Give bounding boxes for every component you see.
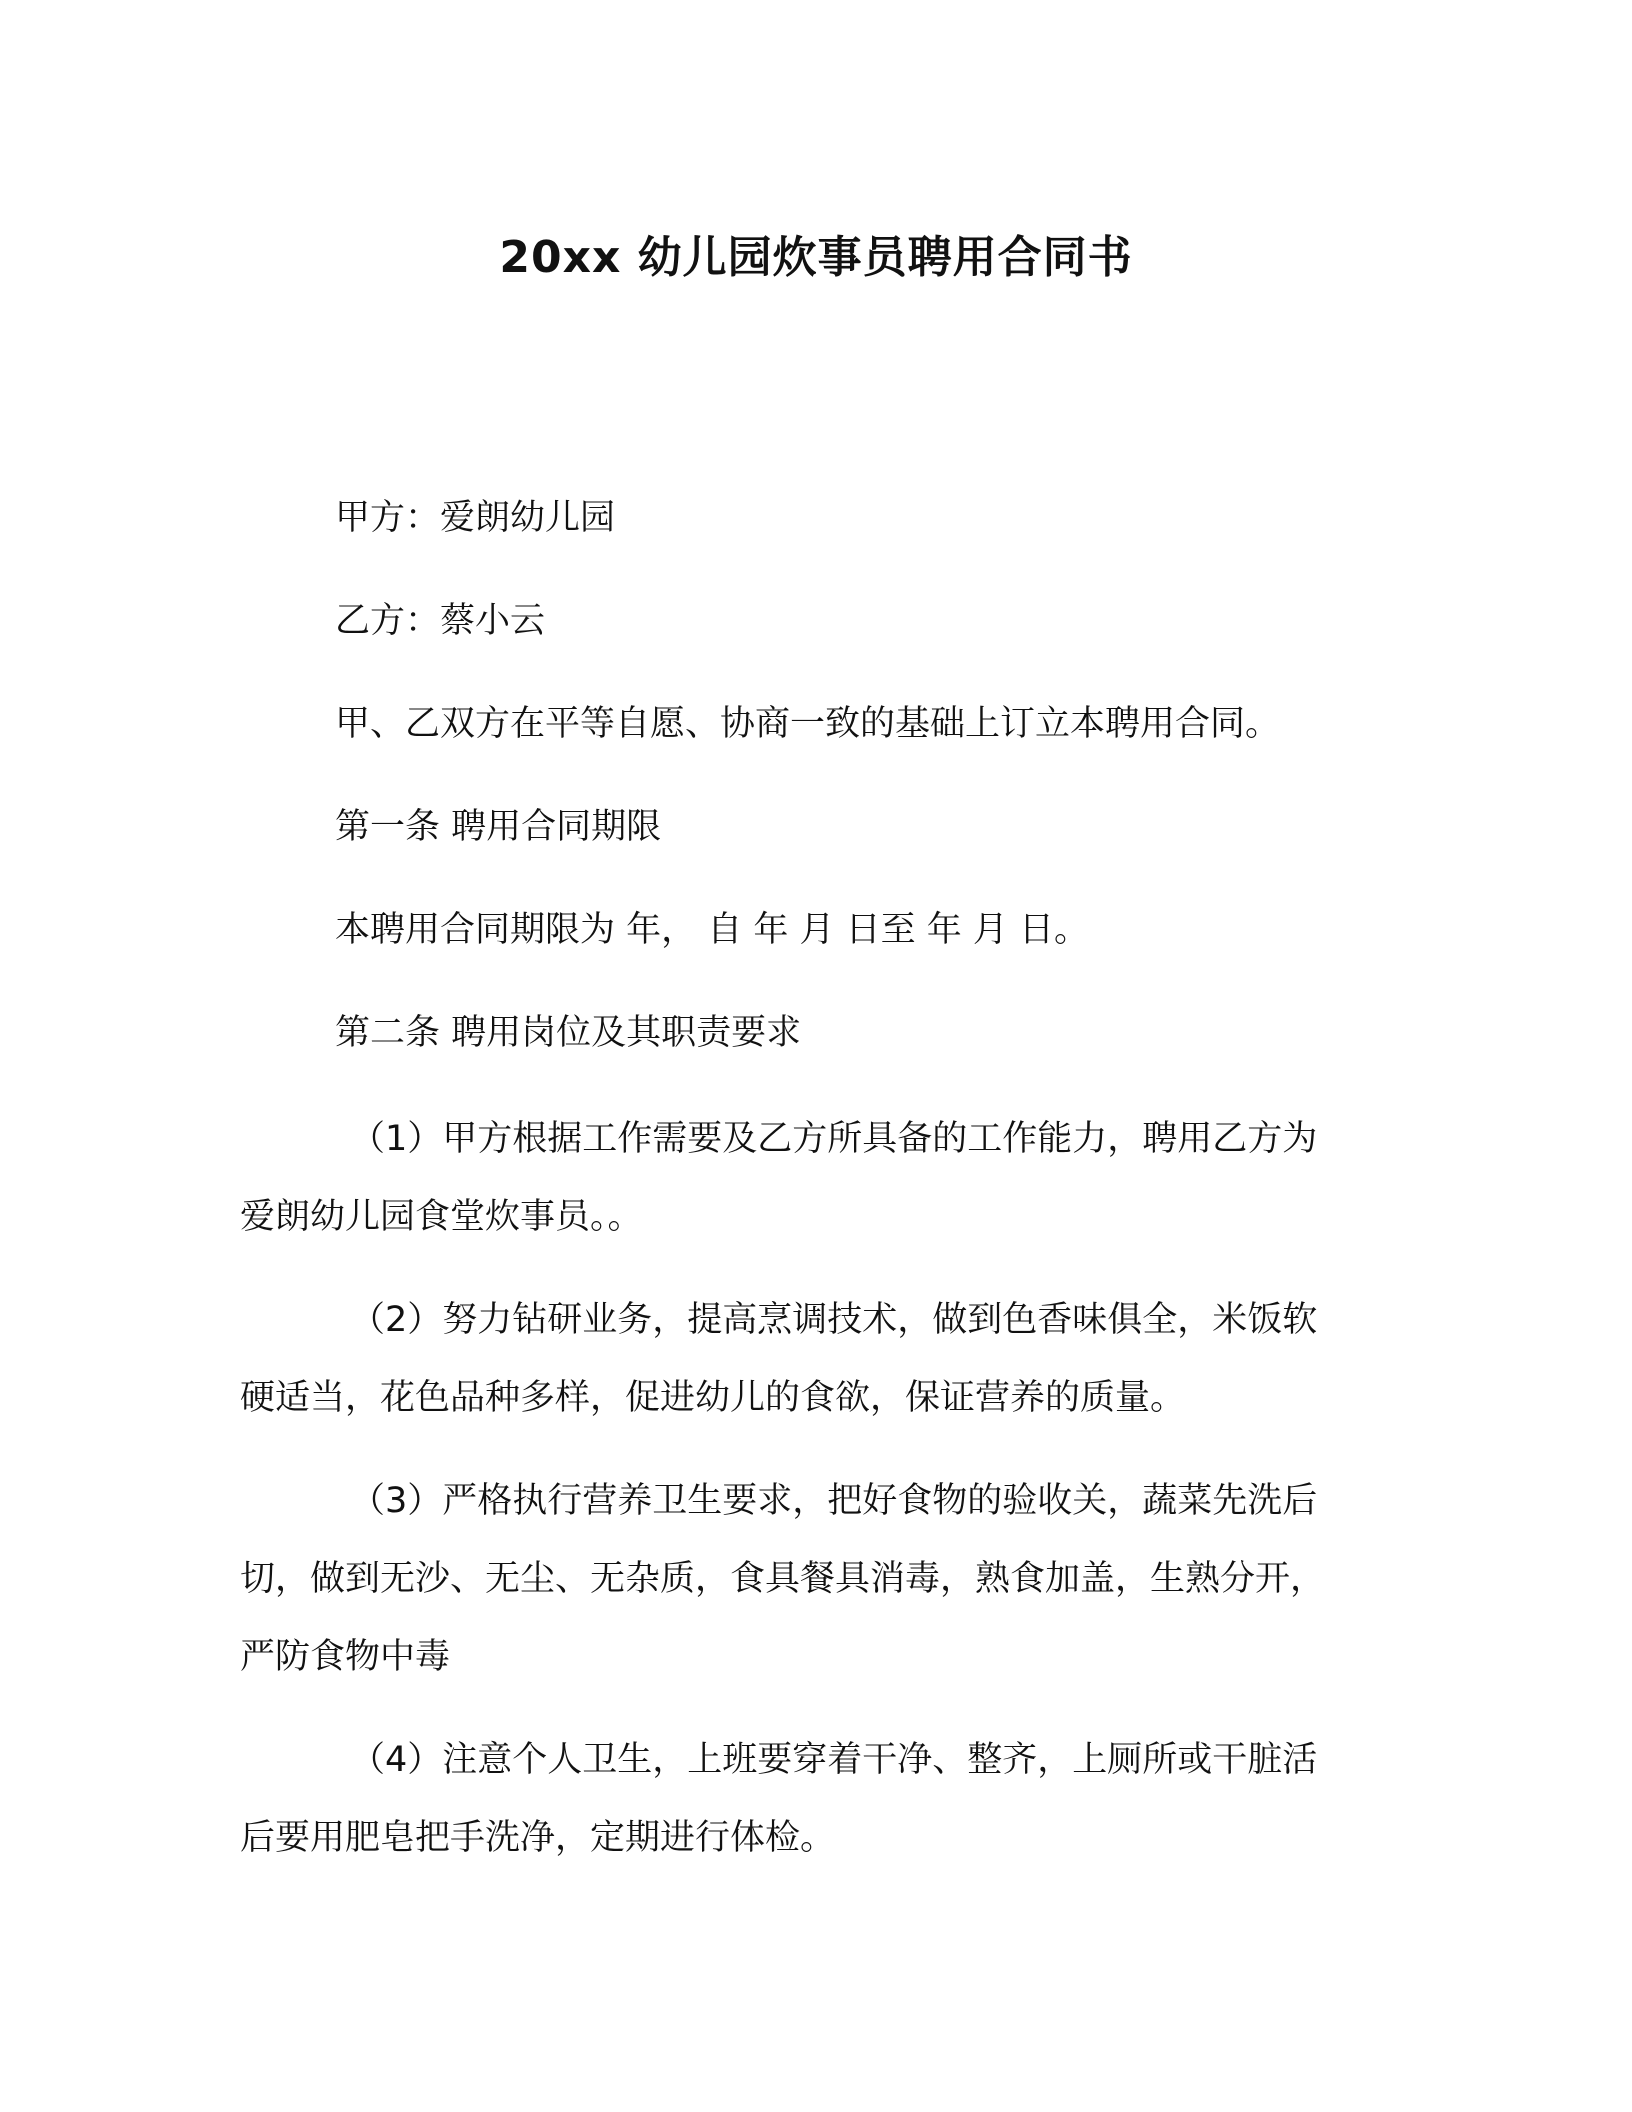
article-2-item-1-line-1: （1）甲方根据工作需要及乙方所具备的工作能力，聘用乙方为 [350, 1119, 1318, 1159]
article-2-item-3-line-2: 切，做到无沙、无尘、无杂质，食具餐具消毒，熟食加盖，生熟分开， [240, 1559, 1326, 1599]
preamble: 甲、乙双方在平等自愿、协商一致的基础上订立本聘用合同。 [335, 704, 1281, 744]
party-a: 甲方：爱朗幼儿园 [335, 498, 616, 538]
article-2-item-1-line-2: 爱朗幼儿园食堂炊事员。。 [240, 1197, 643, 1237]
article-2-heading: 第二条 聘用岗位及其职责要求 [335, 1013, 802, 1053]
article-2-item-3-line-1: （3）严格执行营养卫生要求，把好食物的验收关，蔬菜先洗后 [350, 1481, 1318, 1521]
article-2-item-2-line-2: 硬适当，花色品种多样，促进幼儿的食欲，保证营养的质量。 [240, 1378, 1186, 1418]
article-1-body: 本聘用合同期限为 年， 自 年 月 日至 年 月 日。 [335, 910, 1090, 950]
article-2-item-3-line-3: 严防食物中毒 [240, 1637, 451, 1677]
party-b: 乙方：蔡小云 [335, 601, 546, 641]
article-1-heading: 第一条 聘用合同期限 [335, 807, 662, 847]
document-title: 20xx 幼儿园炊事员聘用合同书 [499, 232, 1133, 283]
article-2-item-4-line-1: （4）注意个人卫生，上班要穿着干净、整齐，上厕所或干脏活 [350, 1740, 1318, 1780]
article-2-item-2-line-1: （2）努力钻研业务，提高烹调技术，做到色香味俱全，米饭软 [350, 1300, 1318, 1340]
article-2-item-4-line-2: 后要用肥皂把手洗净，定期进行体检。 [240, 1818, 836, 1858]
